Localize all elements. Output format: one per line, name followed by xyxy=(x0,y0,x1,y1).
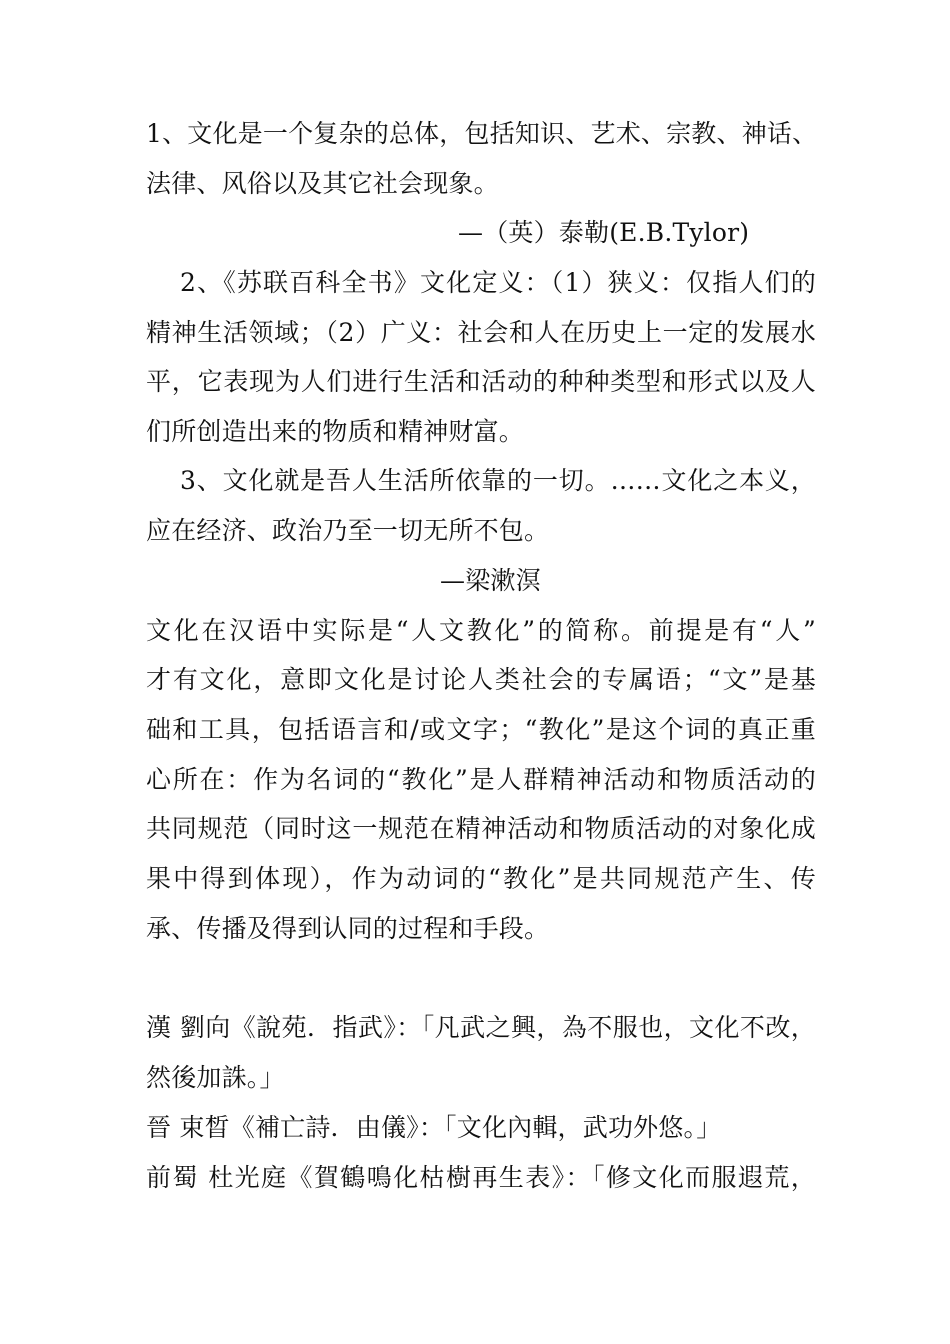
text-line-15: 共同规范（同时这一规范在精神活动和物质活动的对象化成 xyxy=(146,814,816,843)
text-line-17: 承、传播及得到认同的过程和手段。 xyxy=(146,914,550,943)
classical-quote-2: 晉 束晳《補亡詩．由儀》：「文化內輯，武功外悠。」 xyxy=(146,1113,722,1142)
attribution-tylor: —（英）泰勒(E.B.Tylor) xyxy=(458,218,750,247)
text-line-2: 法律、风俗以及其它社会现象。 xyxy=(146,169,499,198)
text-line-1: 1、文化是一个复杂的总体，包括知识、艺术、宗教、神话、 xyxy=(146,119,818,148)
classical-quote-1-cont: 然後加誅。」 xyxy=(146,1063,285,1092)
classical-quote-3: 前蜀 杜光庭《賀鶴鳴化枯樹再生表》：「修文化而服遐荒， xyxy=(146,1163,816,1192)
text-line-8: 3、文化就是吾人生活所依靠的一切。……文化之本义， xyxy=(180,466,816,495)
text-line-16: 果中得到体现），作为动词的“教化”是共同规范产生、传 xyxy=(146,864,816,893)
text-line-11: 文化在汉语中实际是“人文教化”的简称。前提是有“人” xyxy=(146,616,816,645)
text-line-7: 们所创造出来的物质和精神财富。 xyxy=(146,417,525,446)
text-line-4: 2、《苏联百科全书》文化定义：（1）狭义：仅指人们的 xyxy=(180,268,816,297)
text-line-6: 平，它表现为人们进行生活和活动的种种类型和形式以及人 xyxy=(146,367,816,396)
text-line-13: 础和工具，包括语言和/或文字；“教化”是这个词的真正重 xyxy=(146,715,816,744)
text-line-9: 应在经济、政治乃至一切无所不包。 xyxy=(146,516,550,545)
text-line-14: 心所在：作为名词的“教化”是人群精神活动和物质活动的 xyxy=(146,765,816,794)
text-line-12: 才有文化，意即文化是讨论人类社会的专属语；“文”是基 xyxy=(146,665,816,694)
text-line-5: 精神生活领域；（2）广义：社会和人在历史上一定的发展水 xyxy=(146,318,816,347)
attribution-liang: —梁漱溟 xyxy=(440,566,541,595)
classical-quote-1: 漢 劉向《說苑．指武》：「凡武之興，為不服也，文化不改， xyxy=(146,1013,816,1042)
